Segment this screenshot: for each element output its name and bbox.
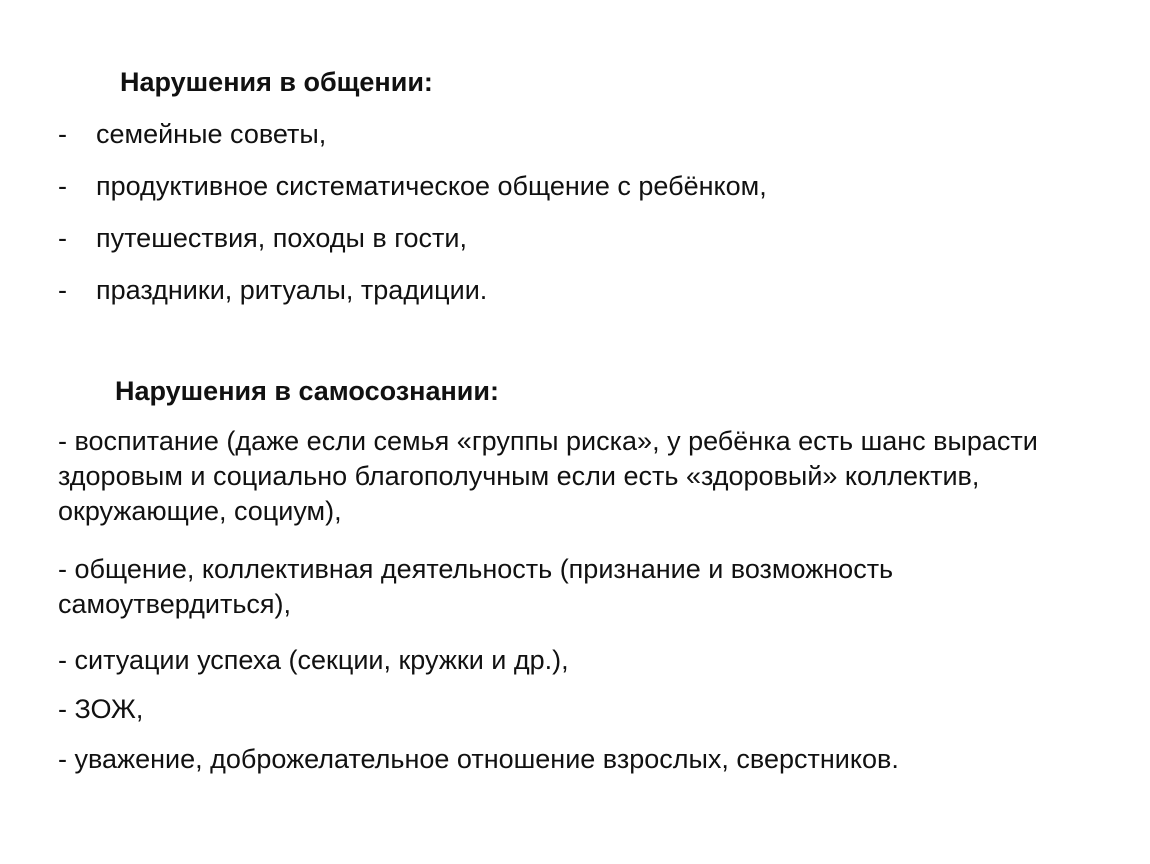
list-dash: -: [58, 171, 67, 201]
list-item: [58, 118, 958, 152]
list-item: - уважение, доброжелательное отношение взрослых, сверстников.: [58, 744, 899, 774]
list-item-text: путешествия, походы в гости,: [96, 223, 467, 253]
list-item-text: продуктивное систематическое общение с ребёнком,: [96, 171, 767, 201]
list-item: - ЗОЖ,: [58, 694, 144, 724]
list-item: [58, 222, 958, 256]
list-item: - воспитание (даже если семья «группы риска», у ребёнка есть шанс вырасти здоровым и социально благополучным если есть «здоровый» коллектив, окружающие, социум),: [58, 426, 1038, 526]
list-dash: -: [58, 119, 67, 149]
list-item-text: семейные советы,: [96, 119, 327, 149]
list-dash: -: [58, 275, 67, 305]
list-dash: -: [58, 223, 67, 253]
section-heading-communication: Нарушения в общении:: [120, 67, 433, 97]
list-item: [58, 170, 958, 204]
section-heading-self-awareness: Нарушения в самосознании:: [115, 376, 499, 406]
list-item: - ситуации успеха (секции, кружки и др.),: [58, 645, 569, 675]
list-item: [58, 274, 958, 308]
list-item-text: праздники, ритуалы, традиции.: [96, 275, 488, 305]
list-item: - общение, коллективная деятельность (признание и возможность самоутвердиться),: [58, 554, 894, 619]
